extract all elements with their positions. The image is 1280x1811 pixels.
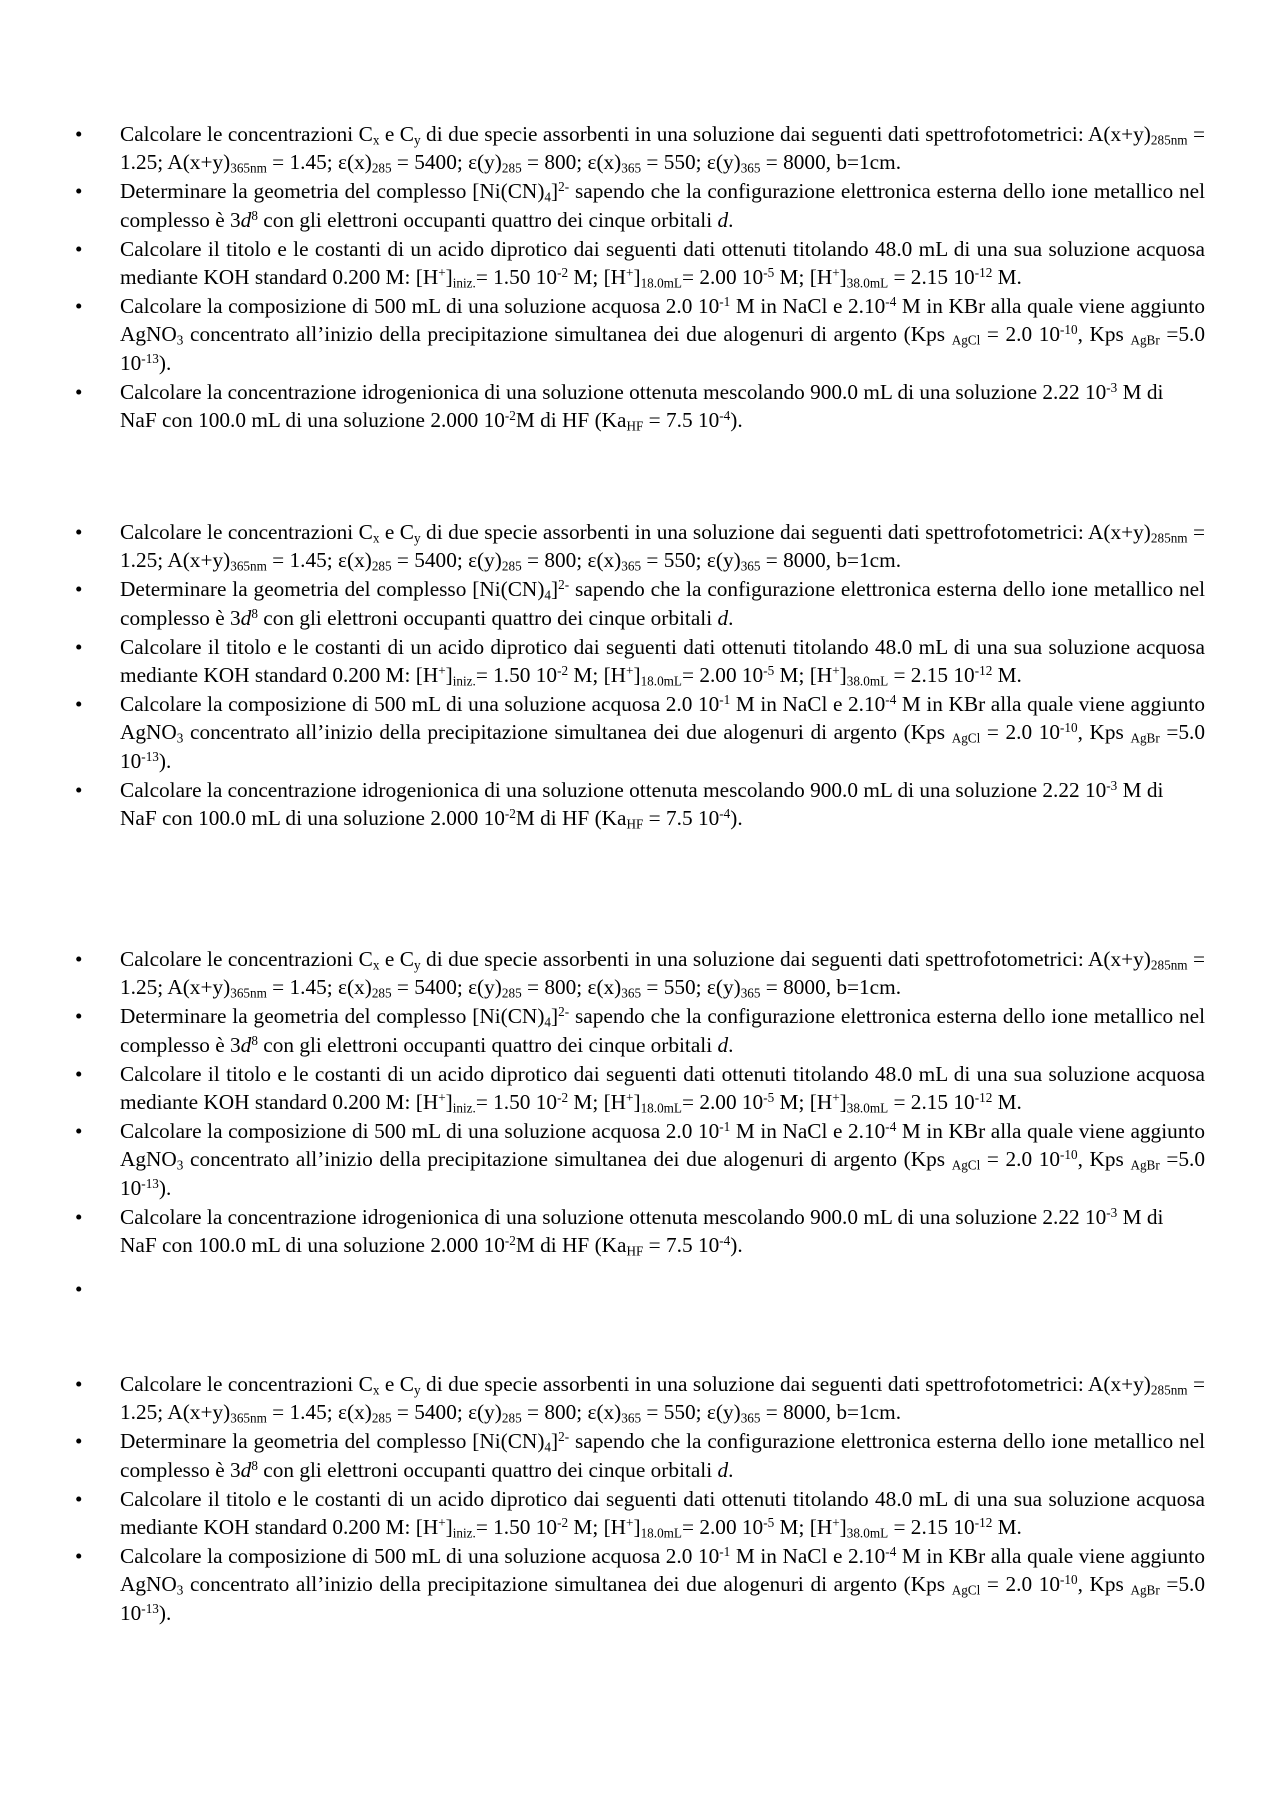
bullet-marker: •	[75, 520, 83, 544]
subscript: 285	[501, 985, 522, 1001]
superscript: -12	[974, 264, 993, 280]
bullet-marker: •	[75, 1277, 83, 1302]
superscript: -1	[719, 293, 731, 309]
exercise-text: Calcolare la concentrazione idrogenionica di una soluzione ottenuta mescolando 900.0 mL di una soluzione 2.22 $10^{-3}$ M di NaF con 100.0 mL di una soluzione 2.000 $10^{-2}M$ di HF ($Ka_{HF} = 7.5$ $10^{-4}$).	[120, 379, 1164, 434]
subscript: 285	[501, 1410, 522, 1426]
exercise-text: Calcolare il titolo e le costanti di un acido diprotico dai seguenti dati ottenuti titolando 48.0 mL di una sua soluzione acquosa mediante KOH standard 0.200 M: $[H^+]_{iniz.}= 1.50$ $10^{-2}$ M; $[H^+]_{18.0mL}= 2.00$ $10^{-5}$ M; $[H^+]_{38.0mL} = 2.15$ $10^{-12}$ M.	[120, 236, 1205, 291]
bullet-marker: •	[75, 577, 83, 602]
exercise-item	[75, 1060, 1205, 1116]
subscript: 285	[501, 558, 522, 574]
subscript: iniz.	[452, 1100, 476, 1116]
subscript: AgCl	[951, 1157, 981, 1173]
subscript: 365	[621, 1410, 642, 1426]
bullet-marker: •	[75, 777, 83, 802]
subscript: 18.0mL	[640, 673, 682, 689]
superscript: +	[832, 1514, 840, 1530]
subscript: 365	[740, 1410, 761, 1426]
exercise-text: Calcolare il titolo e le costanti di un acido diprotico dai seguenti dati ottenuti titolando 48.0 mL di una sua soluzione acquosa mediante KOH standard 0.200 M: $[H^+]_{iniz.}= 1.50$ $10^{-2}$ M; $[H^+]_{18.0mL}= 2.00$ $10^{-5}$ M; $[H^+]_{38.0mL} = 2.15$ $10^{-12}$ M.	[120, 1486, 1205, 1541]
subscript: HF	[626, 816, 644, 832]
superscript: +	[438, 1089, 446, 1105]
bullet-marker: •	[75, 947, 83, 971]
superscript: -12	[974, 1089, 993, 1105]
superscript: +	[832, 264, 840, 280]
exercise-text: Calcolare le concentrazioni $C_x$ e $C_y$ di due specie assorbenti in una soluzione dai seguenti dati spettrofotometrici: $A(x+y)_{285nm} = 1.25$; $A(x+y)_{365nm} = 1.45$; $\varepsilon(x)_{285} = 5400$; $\varepsilon(y)_{285} = 800$; $\varepsilon(x)_{365} = 550$; $\varepsilon(y)_{365} = 8000$, b=1cm.	[120, 520, 1206, 574]
exercise-item	[75, 1002, 1205, 1058]
exercise-text: Calcolare le concentrazioni $C_x$ e $C_y$ di due specie assorbenti in una soluzione dai seguenti dati spettrofotometrici: $A(x+y)_{285nm} = 1.25$; $A(x+y)_{365nm} = 1.45$; $\varepsilon(x)_{285} = 5400$; $\varepsilon(y)_{285} = 800$; $\varepsilon(x)_{365} = 550$; $\varepsilon(y)_{365} = 8000$, b=1cm.	[120, 947, 1206, 1001]
bullet-marker: •	[75, 379, 83, 404]
superscript: -3	[1106, 1204, 1118, 1220]
superscript: -2	[504, 407, 516, 423]
superscript: -2	[557, 1514, 569, 1530]
exercise-text: Calcolare la concentrazione idrogenionica di una soluzione ottenuta mescolando 900.0 mL di una soluzione 2.22 $10^{-3}$ M di NaF con 100.0 mL di una soluzione 2.000 $10^{-2}M$ di HF ($Ka_{HF} = 7.5$ $10^{-4}$).	[120, 1204, 1164, 1259]
subscript: 285	[371, 985, 392, 1001]
subscript: 285	[371, 1410, 392, 1426]
exercise-text	[120, 1275, 1205, 1303]
exercise-text: Calcolare la concentrazione idrogenionica di una soluzione ottenuta mescolando 900.0 mL di una soluzione 2.22 $10^{-3}$ M di NaF con 100.0 mL di una soluzione 2.000 $10^{-2}M$ di HF ($Ka_{HF} = 7.5$ $10^{-4}$).	[120, 777, 1164, 832]
superscript: +	[626, 662, 634, 678]
superscript: -1	[719, 691, 731, 707]
superscript: 2-	[558, 179, 570, 195]
subscript: iniz.	[452, 673, 476, 689]
subscript: 4	[544, 587, 552, 603]
superscript: -13	[141, 748, 159, 764]
superscript: 8	[251, 1457, 258, 1473]
superscript: -3	[1106, 777, 1118, 793]
bullet-marker: •	[75, 1486, 83, 1511]
superscript: +	[626, 1089, 634, 1105]
subscript: 3	[176, 332, 184, 348]
subscript: x	[372, 132, 380, 148]
exercise-item	[75, 177, 1205, 233]
bullet-marker: •	[75, 122, 83, 146]
subscript: 18.0mL	[640, 1525, 682, 1541]
italic-text: d	[240, 207, 252, 232]
superscript: -4	[885, 1543, 897, 1559]
exercise-text: Calcolare la composizione di 500 mL di una soluzione acquosa 2.0 $10^{-1}$ M in NaCl e $2.10^{-4}$ M in KBr alla quale viene aggiunto AgNO$_3$ concentrato all’inizio della precipitazione simultanea dei due alogenuri di argento (Kps $_{AgCl}$ = 2.0 $10^{-10}$, Kps $_{AgBr}$ =5.0 $10^{-13}$).	[120, 1118, 1205, 1200]
superscript: -12	[974, 1514, 993, 1530]
exercise-item	[75, 518, 1205, 574]
superscript: -2	[504, 805, 516, 821]
subscript: 285nm	[1150, 957, 1188, 973]
subscript: AgCl	[951, 730, 981, 746]
superscript: +	[438, 1514, 446, 1530]
bullet-marker: •	[75, 1372, 83, 1396]
exercise-item	[75, 575, 1205, 631]
exercise-text: Calcolare la composizione di 500 mL di una soluzione acquosa 2.0 $10^{-1}$ M in NaCl e $2.10^{-4}$ M in KBr alla quale viene aggiunto AgNO$_3$ concentrato all’inizio della precipitazione simultanea dei due alogenuri di argento (Kps $_{AgCl}$ = 2.0 $10^{-10}$, Kps $_{AgBr}$ =5.0 $10^{-13}$).	[120, 1543, 1205, 1625]
subscript: y	[414, 1382, 421, 1398]
subscript: iniz.	[452, 275, 476, 291]
exercise-item	[75, 1370, 1205, 1426]
superscript: -4	[719, 1232, 731, 1248]
bullet-marker: •	[75, 1544, 83, 1569]
superscript: -1	[719, 1118, 731, 1134]
subscript: AgBr	[1130, 1582, 1160, 1598]
subscript: x	[372, 1382, 380, 1398]
subscript: AgBr	[1130, 332, 1160, 348]
subscript: iniz.	[452, 1525, 476, 1541]
superscript: -4	[885, 691, 897, 707]
superscript: -5	[763, 1089, 775, 1105]
exercise-item	[75, 1203, 1205, 1259]
superscript: -2	[557, 264, 569, 280]
superscript: -10	[1060, 322, 1078, 338]
superscript: +	[832, 662, 840, 678]
superscript: -10	[1060, 720, 1078, 736]
superscript: -4	[885, 1118, 897, 1134]
subscript: 365	[621, 160, 642, 176]
subscript: 365nm	[230, 558, 267, 574]
superscript: -12	[974, 662, 993, 678]
subscript: 38.0mL	[846, 1525, 889, 1541]
bullet-marker: •	[75, 1119, 83, 1144]
bullet-marker: •	[75, 1004, 83, 1029]
superscript: -13	[141, 1175, 159, 1191]
bullet-marker: •	[75, 1061, 83, 1086]
subscript: AgCl	[951, 332, 981, 348]
subscript: 365nm	[230, 985, 267, 1001]
exercise-text: Calcolare le concentrazioni $C_x$ e $C_y$ di due specie assorbenti in una soluzione dai seguenti dati spettrofotometrici: $A(x+y)_{285nm} = 1.25$; $A(x+y)_{365nm} = 1.45$; $\varepsilon(x)_{285} = 5400$; $\varepsilon(y)_{285} = 800$; $\varepsilon(x)_{365} = 550$; $\varepsilon(y)_{365} = 8000$, b=1cm.	[120, 122, 1206, 176]
exercise-item	[75, 1427, 1205, 1483]
subscript: 285	[501, 160, 522, 176]
exercise-item	[75, 945, 1205, 1001]
italic-text: d	[240, 605, 252, 630]
superscript: -3	[1106, 379, 1118, 395]
superscript: -1	[719, 1543, 731, 1559]
italic-text: d	[240, 1032, 252, 1057]
superscript: -13	[141, 350, 159, 366]
exercise-item	[75, 378, 1205, 434]
superscript: -13	[141, 1600, 159, 1616]
exercise-item	[75, 1275, 1205, 1303]
exercise-text: Determinare la geometria del complesso $[Ni(CN)_4]^{2-}$ sapendo che la configurazione elettronica esterna dello ione metallico nel complesso è $3d^8$ con gli elettroni occupanti quattro dei cinque orbitali d.	[120, 179, 1205, 232]
subscript: AgBr	[1130, 1157, 1160, 1173]
superscript: -4	[719, 805, 731, 821]
exercise-text: Determinare la geometria del complesso $[Ni(CN)_4]^{2-}$ sapendo che la configurazione elettronica esterna dello ione metallico nel complesso è $3d^8$ con gli elettroni occupanti quattro dei cinque orbitali d.	[120, 577, 1205, 630]
exercise-item	[75, 633, 1205, 689]
exercise-text: Calcolare la composizione di 500 mL di una soluzione acquosa 2.0 $10^{-1}$ M in NaCl e $2.10^{-4}$ M in KBr alla quale viene aggiunto AgNO$_3$ concentrato all’inizio della precipitazione simultanea dei due alogenuri di argento (Kps $_{AgCl}$ = 2.0 $10^{-10}$, Kps $_{AgBr}$ =5.0 $10^{-13}$).	[120, 691, 1205, 773]
italic-text: d	[717, 1457, 729, 1482]
subscript: 285nm	[1150, 132, 1188, 148]
subscript: 285	[371, 558, 392, 574]
subscript: HF	[626, 418, 644, 434]
subscript: 365	[740, 558, 761, 574]
superscript: 8	[251, 1032, 258, 1048]
superscript: +	[438, 662, 446, 678]
subscript: 3	[176, 730, 184, 746]
superscript: 2-	[558, 577, 570, 593]
bullet-marker: •	[75, 294, 83, 319]
exercise-group-3	[75, 945, 1205, 1304]
subscript: 38.0mL	[846, 1100, 889, 1116]
subscript: 365	[621, 558, 642, 574]
exercise-item	[75, 1117, 1205, 1202]
bullet-marker: •	[75, 236, 83, 261]
subscript: 285nm	[1150, 1382, 1188, 1398]
subscript: 4	[544, 189, 552, 205]
subscript: 365nm	[230, 1410, 267, 1426]
exercise-item	[75, 1542, 1205, 1627]
subscript: x	[372, 957, 380, 973]
subscript: 18.0mL	[640, 275, 682, 291]
subscript: 3	[176, 1582, 184, 1598]
exercise-text: Calcolare la composizione di 500 mL di una soluzione acquosa 2.0 $10^{-1}$ M in NaCl e $2.10^{-4}$ M in KBr alla quale viene aggiunto AgNO$_3$ concentrato all’inizio della precipitazione simultanea dei due alogenuri di argento (Kps $_{AgCl}$ = 2.0 $10^{-10}$, Kps $_{AgBr}$ =5.0 $10^{-13}$).	[120, 293, 1205, 375]
subscript: 4	[544, 1439, 552, 1455]
superscript: 8	[251, 207, 258, 223]
bullet-marker: •	[75, 634, 83, 659]
superscript: -10	[1060, 1147, 1078, 1163]
subscript: 18.0mL	[640, 1100, 682, 1116]
bullet-marker: •	[75, 1204, 83, 1229]
superscript: 2-	[558, 1004, 570, 1020]
superscript: -5	[763, 1514, 775, 1530]
subscript: y	[414, 132, 421, 148]
subscript: 285nm	[1150, 530, 1188, 546]
subscript: AgCl	[951, 1582, 981, 1598]
subscript: y	[414, 957, 421, 973]
exercise-item	[75, 235, 1205, 291]
superscript: +	[626, 1514, 634, 1530]
exercise-item	[75, 1485, 1205, 1541]
superscript: -2	[504, 1232, 516, 1248]
exercise-text: Determinare la geometria del complesso $[Ni(CN)_4]^{2-}$ sapendo che la configurazione elettronica esterna dello ione metallico nel complesso è $3d^8$ con gli elettroni occupanti quattro dei cinque orbitali d.	[120, 1429, 1205, 1482]
subscript: 365	[740, 160, 761, 176]
subscript: 285	[371, 160, 392, 176]
subscript: 38.0mL	[846, 673, 889, 689]
subscript: 365	[740, 985, 761, 1001]
exercise-text: Calcolare il titolo e le costanti di un acido diprotico dai seguenti dati ottenuti titolando 48.0 mL di una sua soluzione acquosa mediante KOH standard 0.200 M: $[H^+]_{iniz.}= 1.50$ $10^{-2}$ M; $[H^+]_{18.0mL}= 2.00$ $10^{-5}$ M; $[H^+]_{38.0mL} = 2.15$ $10^{-12}$ M.	[120, 1061, 1205, 1116]
exercise-text: Calcolare il titolo e le costanti di un acido diprotico dai seguenti dati ottenuti titolando 48.0 mL di una sua soluzione acquosa mediante KOH standard 0.200 M: $[H^+]_{iniz.}= 1.50$ $10^{-2}$ M; $[H^+]_{18.0mL}= 2.00$ $10^{-5}$ M; $[H^+]_{38.0mL} = 2.15$ $10^{-12}$ M.	[120, 634, 1205, 689]
superscript: -10	[1060, 1572, 1078, 1588]
bullet-marker: •	[75, 1429, 83, 1454]
superscript: -4	[885, 293, 897, 309]
italic-text: d	[717, 207, 729, 232]
superscript: +	[438, 264, 446, 280]
subscript: HF	[626, 1243, 644, 1259]
subscript: 4	[544, 1014, 552, 1030]
exercise-text: Determinare la geometria del complesso $[Ni(CN)_4]^{2-}$ sapendo che la configurazione elettronica esterna dello ione metallico nel complesso è $3d^8$ con gli elettroni occupanti quattro dei cinque orbitali d.	[120, 1004, 1205, 1057]
exercise-group-1	[75, 120, 1205, 435]
superscript: +	[832, 1089, 840, 1105]
bullet-marker: •	[75, 692, 83, 717]
italic-text: d	[240, 1457, 252, 1482]
exercise-group-2	[75, 518, 1205, 833]
superscript: 8	[251, 605, 258, 621]
superscript: 2-	[558, 1429, 570, 1445]
subscript: y	[414, 530, 421, 546]
exercise-item	[75, 776, 1205, 832]
superscript: -4	[719, 407, 731, 423]
exercise-text: Calcolare le concentrazioni $C_x$ e $C_y$ di due specie assorbenti in una soluzione dai seguenti dati spettrofotometrici: $A(x+y)_{285nm} = 1.25$; $A(x+y)_{365nm} = 1.45$; $\varepsilon(x)_{285} = 5400$; $\varepsilon(y)_{285} = 800$; $\varepsilon(x)_{365} = 550$; $\varepsilon(y)_{365} = 8000$, b=1cm.	[120, 1372, 1206, 1426]
superscript: -2	[557, 1089, 569, 1105]
superscript: -5	[763, 264, 775, 280]
subscript: 365nm	[230, 160, 267, 176]
exercise-item	[75, 292, 1205, 377]
italic-text: d	[717, 605, 729, 630]
subscript: 365	[621, 985, 642, 1001]
exercise-group-4	[75, 1370, 1205, 1628]
italic-text: d	[717, 1032, 729, 1057]
superscript: -2	[557, 662, 569, 678]
subscript: 38.0mL	[846, 275, 889, 291]
subscript: 3	[176, 1157, 184, 1173]
subscript: x	[372, 530, 380, 546]
superscript: +	[626, 264, 634, 280]
superscript: -5	[763, 662, 775, 678]
exercise-item	[75, 120, 1205, 176]
subscript: AgBr	[1130, 730, 1160, 746]
exercise-item	[75, 690, 1205, 775]
bullet-marker: •	[75, 179, 83, 204]
